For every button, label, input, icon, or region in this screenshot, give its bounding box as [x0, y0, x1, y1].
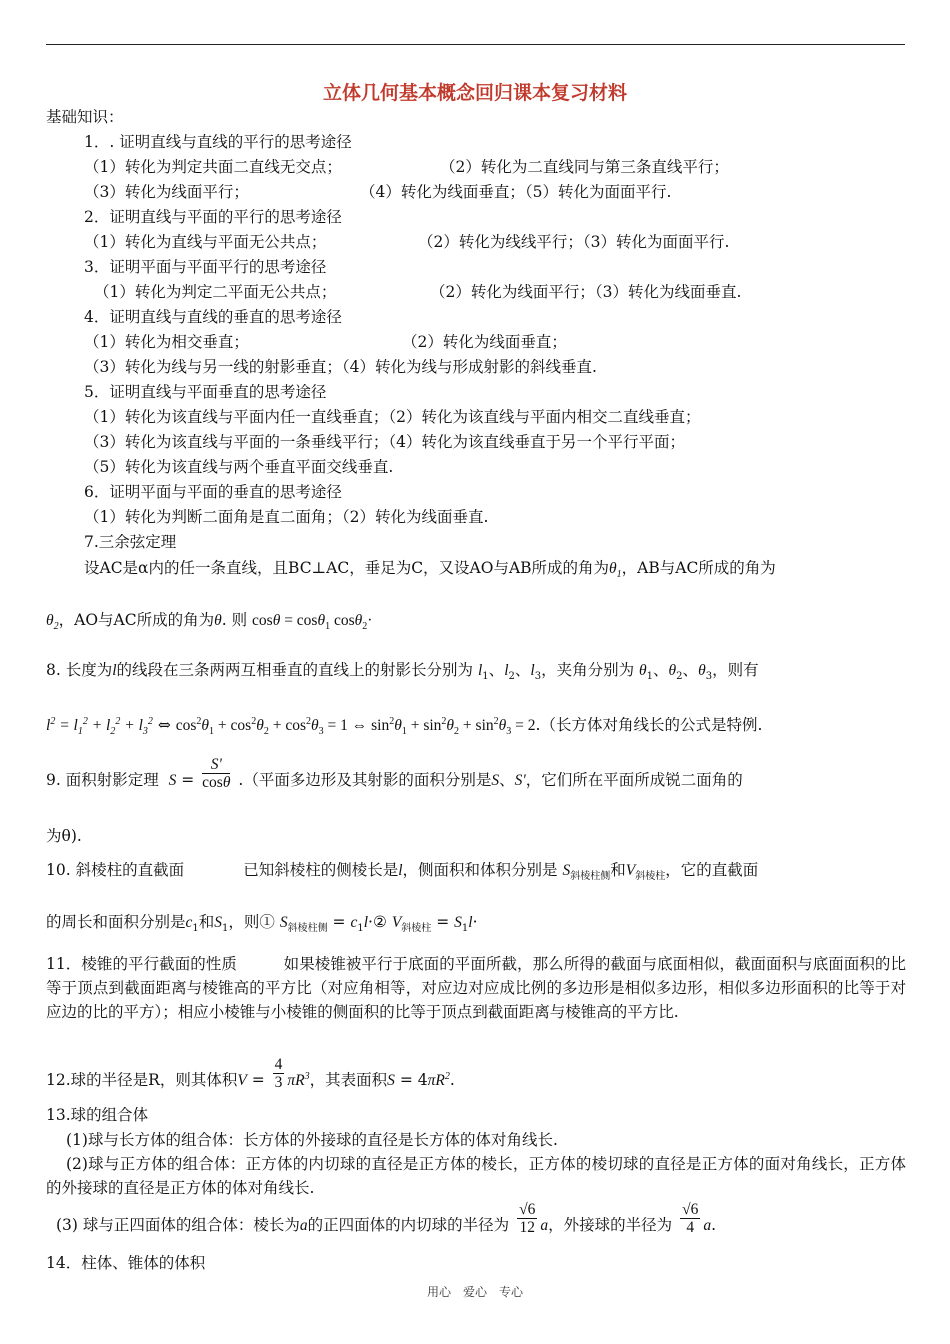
item-7-text-2: $\theta_2$，AO与AC所成的角为θ. 则 cosθ = cosθ$_1$ cosθ$_2$·	[46, 611, 373, 633]
item-10-2: 的周长和面积分别是$c_1$和$S_1$，则① $S_{斜棱柱侧}$ = $c_1l\cdot ②$ $V_{斜棱柱} = S_1l\cdot$	[46, 913, 478, 935]
item-13-3: (3) 球与正四面体的组合体：棱长为a的正四面体的内切球的半径为 $\frac{√6}{12}$ a，外接球的半径为 $\frac{√6}{4}$ a.	[56, 1200, 717, 1236]
item-11: 11．棱锥的平行截面的性质 如果棱锥被平行于底面的平面所截，那么所得的截面与底面相似，截面面积与底面面积的比等于顶点到截面距离与棱锥高的平方比（对应角相等，对应边对应成比例的多边形是相似多边形，相似多边形面积的比等于对应边的比的平方）；相应小棱锥与小棱锥的侧面积的比等于顶点到截面距离与棱锥高的平方比.	[46, 955, 906, 1021]
item-7: 7.三余弦定理	[84, 533, 177, 551]
item-3: 3．证明平面与平面平行的思考途径	[84, 258, 327, 276]
item-1: 1．. 证明直线与直线的平行的思考途径	[84, 133, 352, 151]
item-8: 8. 长度为l的线段在三条两两互相垂直的直线上的射影长分别为 $l_1$、$l_2$、$l_3$，夹角分别为 $\theta_1$、$\theta_2$、$\theta_3$，则有	[46, 661, 759, 683]
item-6: 6．证明平面与平面的垂直的思考途径	[84, 483, 342, 501]
item-1-2: （2）转化为二直线同与第三条直线平行；	[440, 158, 729, 176]
item-2: 2．证明直线与平面的平行的思考途径	[84, 208, 342, 226]
item-3-2: （2）转化为线面平行；（3）转化为线面垂直.	[430, 283, 742, 301]
item-7-text: 设AC是α内的任一条直线，且BC⊥AC，垂足为C，又设AO与AB所成的角为$\theta_1$，AB与AC所成的角为	[84, 559, 776, 581]
item-1-1: （1）转化为判定共面二直线无交点；	[84, 158, 342, 176]
item-5: 5．证明直线与平面垂直的思考途径	[84, 383, 327, 401]
item-2-1: （1）转化为直线与平面无公共点；	[84, 233, 327, 251]
item-4: 4．证明直线与直线的垂直的思考途径	[84, 308, 342, 326]
item-13-2: (2)球与正方体的组合体：正方体的内切球的直径是正方体的棱长，正方体的棱切球的直径是正方体的面对角线长，正方体的外接球的直径是正方体的体对角线长.	[46, 1155, 906, 1197]
item-1-4: （4）转化为线面垂直；（5）转化为面面平行.	[360, 183, 672, 201]
item-9: 9. 面积射影定理 S = $\frac{S'}{\cos\theta}$ .（平面多边形及其射影的面积分别是S、S'，它们所在平面所成锐二面角的	[46, 755, 743, 791]
item-4-2: （2）转化为线面垂直；	[402, 333, 567, 351]
section-heading: 基础知识：	[46, 108, 124, 126]
item-14: 14．柱体、锥体的体积	[46, 1254, 206, 1272]
item-5-1: （1）转化为该直线与平面内任一直线垂直；（2）转化为该直线与平面内相交二直线垂直；	[84, 408, 701, 426]
item-3-1: （1）转化为判定二平面无公共点；	[94, 283, 337, 301]
item-4-1: （1）转化为相交垂直；	[84, 333, 249, 351]
item-10: 10. 斜棱柱的直截面 已知斜棱柱的侧棱长是l，侧面积和体积分别是 $S_{斜棱柱侧}$和$V_{斜棱柱}$，它的直截面	[46, 861, 759, 883]
item-2-2: （2）转化为线线平行；（3）转化为面面平行.	[418, 233, 730, 251]
item-4-3: （3）转化为线与另一线的射影垂直；（4）转化为线与形成射影的斜线垂直.	[84, 358, 597, 376]
item-5-5: （5）转化为该直线与两个垂直平面交线垂直.	[84, 458, 394, 476]
item-13-1: (1)球与长方体的组合体：长方体的外接球的直径是长方体的体对角线长.	[66, 1131, 558, 1149]
item-6-1: （1）转化为判断二面角是直二面角；（2）转化为线面垂直.	[84, 508, 489, 526]
item-9-end: 为θ).	[46, 827, 82, 845]
item-12: 12.球的半径是R，则其体积V = $\frac{4}{3}$ $\pi R^3$，其表面积$S = 4\pi R^2$.	[46, 1055, 455, 1091]
item-1-3: （3）转化为线面平行；	[84, 183, 249, 201]
item-8-formula: $l^2 = l_1^2 + l_2^2 + l_3^2$ ⇔ $\cos^2\theta_1 + \cos^2\theta_2 + \cos^2\theta_3 = 1$ ⇔ $\sin^2\theta_1 + \sin^2\theta_2 + \sin^2\theta_3 = 2$.（长方体对角线长的公式是特例.	[46, 716, 763, 738]
page-title: 立体几何基本概念回归课本复习材料	[322, 82, 627, 104]
item-13: 13.球的组合体	[46, 1106, 149, 1124]
header-rule	[46, 44, 905, 45]
page-footer: 用心 爱心 专心	[426, 1285, 523, 1299]
item-5-3: （3）转化为该直线与平面的一条垂线平行；（4）转化为该直线垂直于另一个平行平面；	[84, 433, 685, 451]
